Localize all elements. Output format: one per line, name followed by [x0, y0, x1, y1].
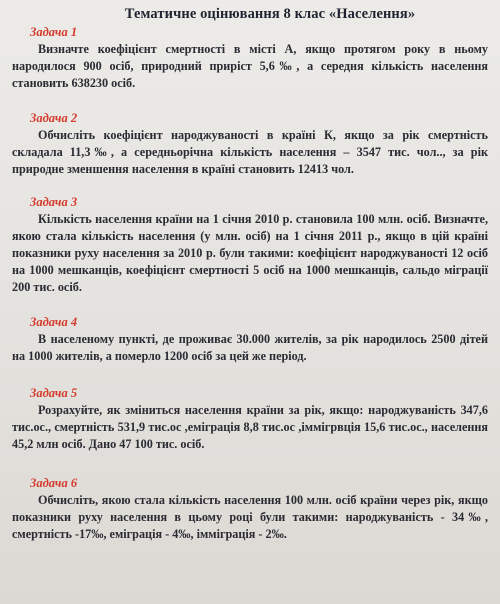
- task-3-text: Кількість населення країни на 1 січня 2010 р. становила 100 млн. осіб. Визначте, якою стала кількість населення (у млн. осіб) на 1 січня 2011 р., якщо в цій країні показники руху населення за 2010 р. були такими: коефіцієнт народжуваності 12 осіб на 1000 мешканців, коефіцієнт смертності 5 осіб на 1000 мешканців, сальдо міграції 200 тис. осіб.: [12, 212, 488, 294]
- task-5-label: Задача 5: [30, 386, 78, 400]
- task-3: [12, 195, 488, 296]
- task-2-text: Обчисліть коефіцієнт народжуваності в країні К, якщо за рік смертність складала 11,3‰, а середньорічна кількість населення – 3547 тис. чол.., за рік природне зменшення населення в країні становить 12413 чол.: [12, 128, 488, 176]
- task-1: [12, 25, 488, 92]
- task-5-text: Розрахуйте, як зміниться населення країни за рік, якщо: народжуваність 347,6 тис.ос., смертність 531,9 тис.ос ,еміграція 8,8 тис.ос ,іммігрвція 15,6 тис.ос., населення 45,2 млн осіб. Дано 47 100 тис. осіб.: [12, 403, 488, 451]
- task-4: [12, 315, 488, 365]
- task-3-label: Задача 3: [30, 195, 78, 209]
- task-2-label: Задача 2: [30, 111, 78, 125]
- task-5: [12, 386, 488, 453]
- task-1-label: Задача 1: [30, 25, 78, 39]
- page-title: Тематичне оцінювання 8 клас «Населення»: [124, 6, 416, 22]
- task-6-label: Задача 6: [30, 476, 78, 490]
- task-4-text: В населеному пункті, де проживає 30.000 жителів, за рік народилось 2500 дітей на 1000 жителів, а померло 1200 осіб за цей же період.: [12, 332, 488, 363]
- task-6: [12, 476, 488, 543]
- task-1-text: Визначте коефіцієнт смертності в місті А, якщо протягом року в ньому народилося 900 осіб, природний приріст 5,6‰, а середня кількість населення становить 638230 осіб.: [12, 42, 488, 90]
- task-4-label: Задача 4: [30, 315, 78, 329]
- task-6-text: Обчисліть, якою стала кількість населення 100 млн. осіб країни через рік, якщо показники руху населення в цьому році були такими: народжуваність - 34‰, смертність -17‰, еміграція - 4‰, імміграція - 2‰.: [12, 493, 488, 541]
- task-2: [12, 111, 488, 178]
